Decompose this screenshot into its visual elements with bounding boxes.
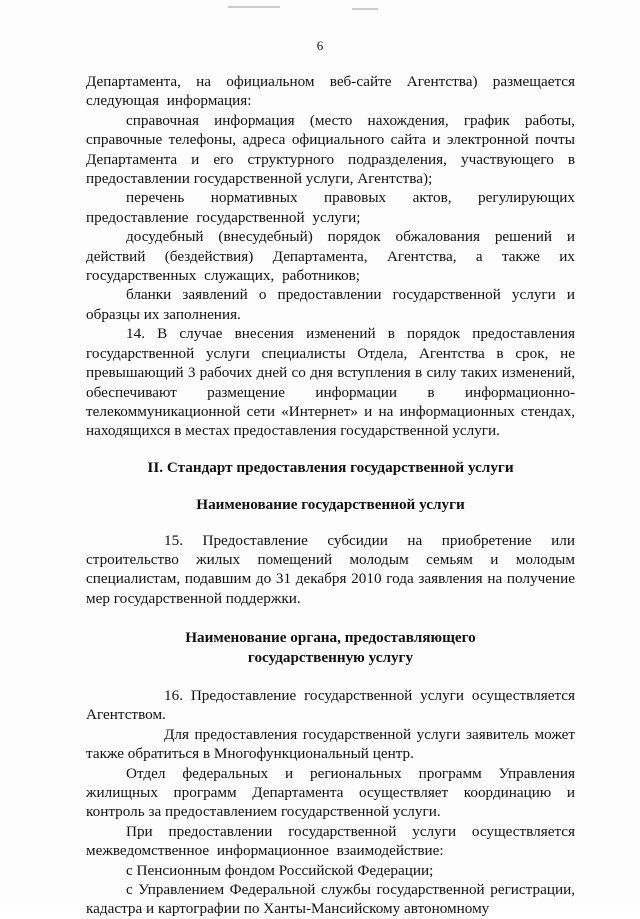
section-heading: II. Стандарт предоставления государственной услуги	[147, 458, 514, 476]
paragraph: 16. Предоставление государственной услуги осуществляется Агентством.	[86, 686, 575, 724]
paragraph: с Пенсионным фондом Российской Федерации;	[126, 861, 434, 879]
paragraph: При предоставлении государственной услуги осуществляется межведомственное информационное взаимодействие:	[86, 822, 575, 860]
scan-artifact	[352, 8, 378, 10]
paragraph: бланки заявлений о предоставлении государственной услуги и образцы их заполнения.	[86, 286, 575, 323]
paragraph: перечень нормативных правовых актов, регулирующих предоставление государственной услуги;	[86, 189, 575, 226]
paragraph: с Управлением Федеральной службы государственной регистрации, кадастра и картографии по Ханты-Мансийскому автономному	[86, 881, 575, 918]
page-number: 6	[316, 38, 324, 53]
scan-artifact	[228, 6, 280, 8]
paragraph: 15. Предоставление субсидии на приобретение или строительство жилых помещений молодым семьям и молодым специалистам, подавшим до 31 декабря 2010 года заявления на получение мер государственной поддержки.	[86, 531, 575, 607]
subsection-heading: Наименование органа, предоставляющего	[185, 629, 476, 647]
document-body	[86, 72, 575, 919]
paragraph: справочная информация (место нахождения, график работы, справочные телефоны, адреса официального сайта и электронной почты Департамента и его структурного подразделения, участвующего в предоставлении государственной услуги, Агентства);	[86, 111, 575, 188]
paragraph: Департамента, на официальном веб-сайте Агентства) размещается следующая информация:	[86, 73, 575, 110]
paragraph: 14. В случае внесения изменений в порядок предоставления государственной услуги специалисты Отдела, Агентства в срок, не превышающий 3 рабочих дней со дня вступления в силу таких изменений, обеспечивают размещение информации в информационно-телекоммуникационной сети «Интернет» и на информационных стендах, находящихся в местах предоставления государственной услуги.	[86, 325, 575, 440]
paragraph: Для предоставления государственной услуги заявитель может также обратиться в Многофункциональный центр.	[86, 725, 575, 763]
subsection-heading: государственную услугу	[247, 648, 414, 666]
subsection-heading: Наименование государственной услуги	[196, 496, 465, 514]
paragraph: Отдел федеральных и региональных программ Управления жилищных программ Департамента осуществляет координацию и контроль за предоставлением государственной услуги.	[86, 764, 575, 821]
paragraph: досудебный (внесудебный) порядок обжалования решений и действий (бездействия) Департамента, Агентства, а также их государственных служащих, работников;	[86, 228, 575, 285]
